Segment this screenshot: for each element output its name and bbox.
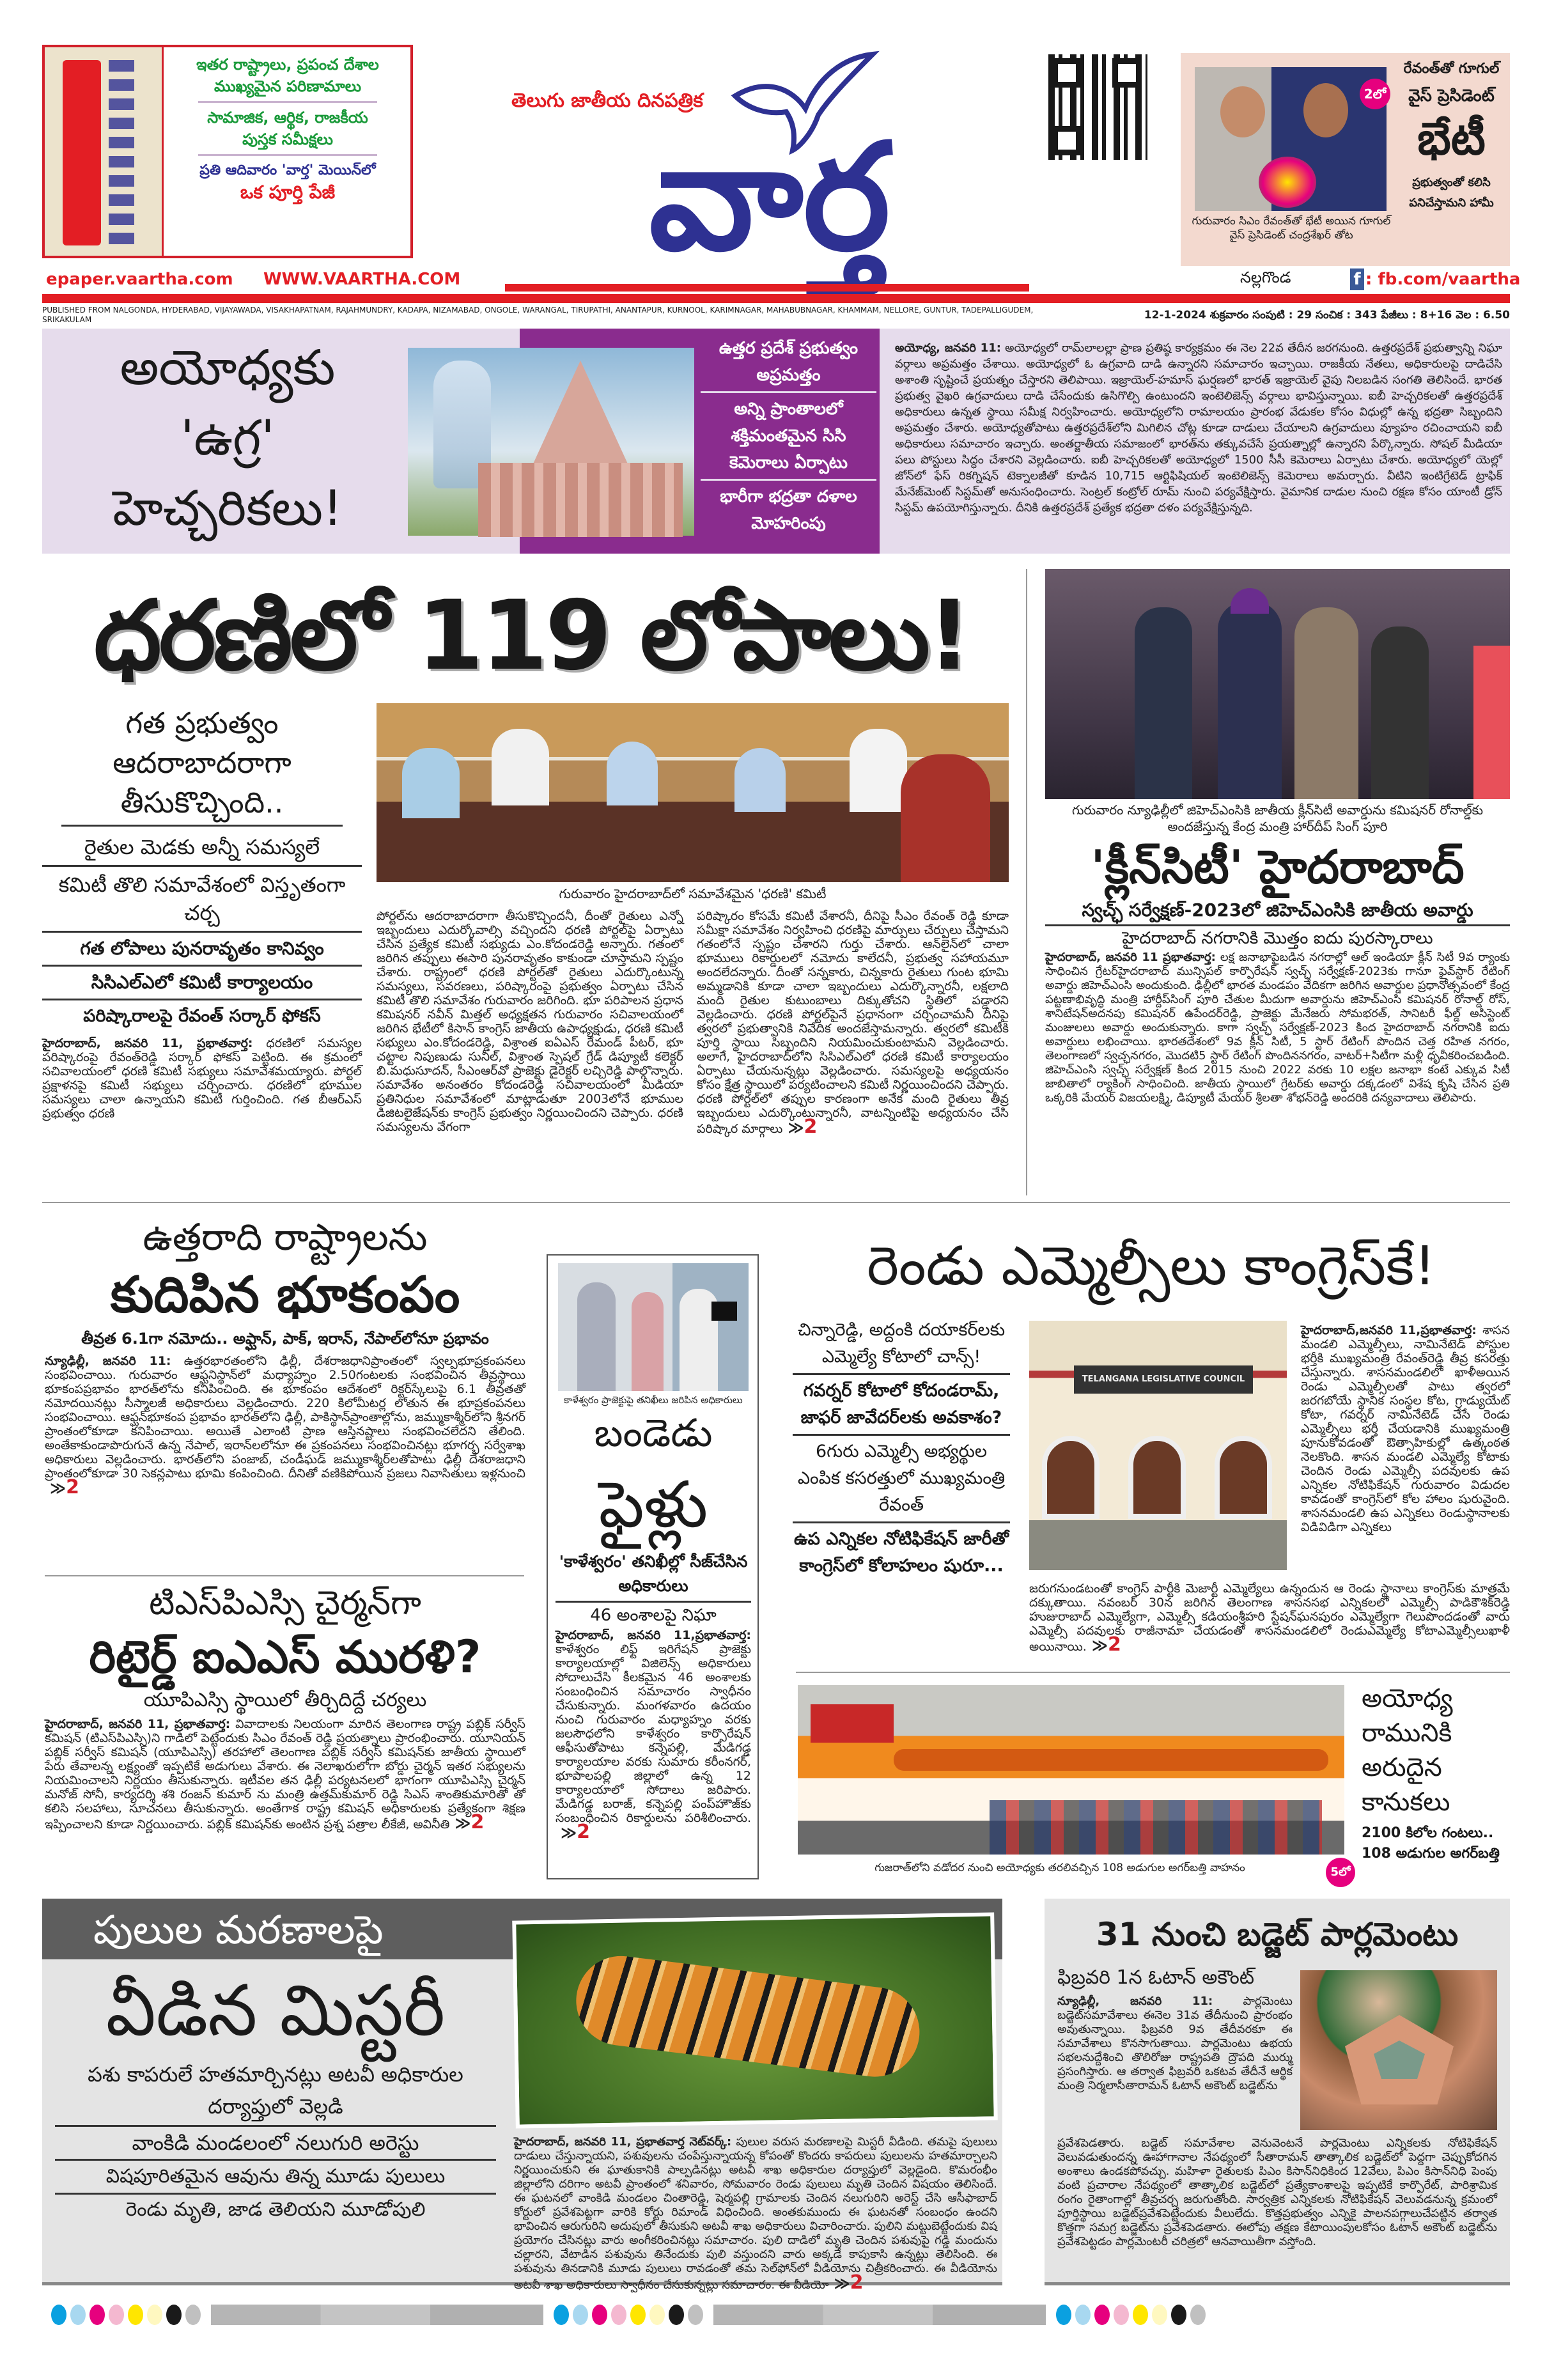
color-swatch [1114,2305,1129,2325]
dharani-sub2: కమిటీ తొలి సమావేశంలో విస్తృతంగా చర్చ [42,867,362,933]
mlc-dateline: హైదరాబాద్,జనవరి 11,ప్రభాతవార్త: [1301,1323,1477,1337]
color-swatch [573,2305,588,2325]
ayodhya-story [42,329,1510,554]
promo-right-line3: భేటీ [1417,113,1486,165]
mlc-body2: జరుగనుండటంతో కాంగ్రెస్ పార్టీకి మెజార్టీ ఎమ్మెల్యేలు ఉన్నందున ఆ రెండు స్థానాలు కాంగ్రెస్‌కు మాత్రమే దక్కుతాయి. నవంబర్ 30న జరిగిన తెలంగాణ శాసనసభ ఎన్నికలలో ఎమ్మెల్సీ పాడికౌశిక్‌రెడ్డి హుజురాబాద్ ఎమ్మెల్యేగా, ఎమ్మెల్సీ కడియంశ్రీహరి స్టేషన్‌ఘనపురం ఎమ్మెల్యేగా గెలుపొందడంతో వారు ఎమ్మెల్సీ పదవులకు రాజీనామా చేయడంతో శాసనమండలిలో రెండుఎమ్మెల్యే కోటాఎమ్మెల్సీలుఖాళీ అయినాయి. [1029,1582,1510,1654]
promo-left-box[interactable] [42,45,413,258]
tspsc-dateline: హైదరాబాద్, జనవరి 11, ప్రభాతవార్త: [45,1717,231,1731]
kaleswaram-dateline: హైదరాబాద్, జనవరి 11,ప్రభాతవార్త: [556,1628,751,1642]
agarbatti-sub: 2100 కిలోల గంటలు.. 108 అడుగుల అగర్‌బత్తి [1362,1825,1500,1862]
dharani-dateline: హైదరాబాద్, జనవరి 11, ప్రభాతవార్త: [42,1036,253,1050]
color-swatch [1133,2305,1148,2325]
color-swatch [592,2305,607,2325]
color-swatch [1075,2305,1091,2325]
color-swatch [166,2305,182,2325]
mlc-headline: రెండు ఎమ్మెల్సీలు కాంగ్రెస్‌కే! [867,1234,1436,1297]
dharani-deck: గత ప్రభుత్వం ఆదరాబాదరాగా తీసుకొచ్చింది.. [61,703,343,827]
tiger-dateline: హైదరాబాద్, జనవరి 11, ప్రభాతవార్త నెట్‌వర్క్: [514,2135,732,2149]
tiger-sub1: వాంకిడి మండలంలో నలుగురి అరెస్టు [55,2127,496,2161]
header-red-rule [42,294,1510,303]
masthead-logo: వార్త [649,113,890,283]
page-badge: 2లో [1360,79,1390,109]
ayodhya-head1: అయోధ్యకు [120,339,336,396]
mlc-deck3: 6గురు ఎమ్మెల్సీ అభ్యర్థుల ఎంపిక కసరత్తులో ముఖ్యమంత్రి రేవంత్ [793,1436,1010,1523]
tiger-sub3: రెండు మృతి, జాడ తెలియని మూడోపులి [125,2198,426,2221]
section-divider [42,1202,1510,1203]
ayodhya-body: అయోధ్యలో రామ్‌లాలల్లా ప్రాణ ప్రతిష్ఠ కార్యక్రమం ఈ నెల 22వ తేదీన జరగనుంది. ఉత్తరప్రదేశ్ ప్రభుత్వాన్ని నిఘా వర్గాలు అప్రమత్తం చేశాయి. అయోధ్యలో ఓ ఉగ్రవాది దాడి ఉన్నారని సమాచారం ఇచ్చాయి. రాజకీయ నేతలు, అధికారులపై దాడిచేసి అశాంతి సృష్టించే ప్రయత్నం చేస్తారని తెలిపాయి. ఇజ్రాయెల్-హమాస్ ఘర్షణలో భారత్ ఇజ్రాయెల్ వైపు నిలబడిన సంగతి తెలిసిందే. భారత ప్రభుత్వ వైఖరి ఉగ్రవాదులు దాడి చేసేందుకు ఉసిగొల్పి ఉంటుందని ఇంటెలిజెన్స్ వర్గాలు భావిస్తున్నాయి. ఐబీ హెచ్చరికలతో ఉత్తరప్రదేశ్ అధికారులు ఉన్నత స్థాయి సమీక్ష నిర్వహించారు. అయోధ్యలోని రామాలయం ప్రారంభ వేడుకల కోసం విధుల్లో ఉన్న భద్రతా సిబ్బందిని అప్రమత్తం చేశారు. అయోధ్యతోపాటు ఉత్తరప్రదేశ్‌లోని మిగిలిన చోట్ల కూడా దాడులు చేయాలని ఉగ్రవాదులు వ్యూహం రచించాయని ఐబీ అధికారులు సమాచారం ఇచ్చారు. అంతర్జాతీయ సమాజంలో భారత్‌ను తక్కువచేసే ప్రయత్నాల్లో ఉన్నారని పేర్కొన్నారు. సోషల్ మీడియా పలు పోస్టులు సిద్ధం చేశారని వెల్లడించారు. ఐబీ హెచ్చరికలతో అయోధ్యలో 1500 సీసీ కెమెరాలు ఏర్పాటు చేశారు. అయోధ్యలో యెల్లో జోన్‌లో ఫేస్ రికగ్నిషన్ టెక్నాలజీతో కూడిన 10,715 ఆర్టిఫిషియల్ ఇంటెలిజెన్స్ కెమెరాలు అమర్చారు. వీటిని ఇంటిగ్రేటెడ్ ట్రాఫిక్ మేనేజ్‌మెంట్ సిస్టమ్‌తో అనుసంధించారు. సెంట్రల్ కంట్రోల్ రూమ్ నుంచి పర్యవేక్షిస్తారు. వైమానిక దాడుల నుంచి రక్షణ కోసం యాంటీ డ్రోన్ సిస్టమ్ ఉపయోగిస్తున్నారు. దీనికి ఉత్తరప్రదేశ్ ప్రత్యేక భద్రతా దళం పర్యవేక్షిస్తున్నది. [895,341,1502,515]
earthquake-body: ఉత్తరభారతంలోని ఢిల్లీ, దేశరాజధానిప్రాంతంలో స్వల్పభూప్రకంపనలు సంభవించాయి. గురువారం ఆఫ్ఘనిస్థాన్‌లో మధ్యాహ్నం 2.50గంటలకు సంభవించిన తీవ్రస్థాయి భూకంపప్రభావం భారత్‌లోను కనిపించింది. ఈ భూకంపం ఆదేశంలో రిక్టర్‌స్కేలుపై 6.1 తీవ్రతతో నమోదయినట్లు సీస్మాలజీ అధికారులు వెల్లడించారు. 220 కిలోమీటర్ల లోతున ఈ భూప్రకంపనలు సంభవించాయి. ఆఫ్ఘన్‌భూకంప ప్రభావం భారత్‌లోని ఢిల్లీ, పాకిస్థాన్‌ప్రాంతాల్లోను, జమ్ముకాశ్మీర్‌లోని శ్రీనగర్ ప్రాంతంలోకూడా కనిపించాయి. అయితే ఎలాంటి ప్రాణ ఆస్తినష్టాలు సంభవించలేదని తేలింది. అంతేకాకుండాపొరుగునే ఉన్న నేపాల్, ఇరాన్‌లలోనూ ఈ ప్రకంపనలు సంభవించినట్లు భూగర్భ సర్వేశాఖ అధికారులు వెల్లడించారు. భారత్‌లోని పంజాబ్, చండీఘడ్ జమ్ముకాశ్మీర్‌లతోపాటు ఢిల్లీ దేశరాజధాని ప్రాంతంలోకూడా 30 సెకన్లపాటు భూమి కంపించింది. దీనితో వణికిపోయిన ప్రజలు నివాసితులు ఇళ్లనుంచి [45,1354,525,1481]
promo-left-line4: పుస్తక సమీక్షలు [242,130,333,148]
google-meeting-photo [1195,67,1387,211]
promo-right-line4: ప్రభుత్వంతో కలిసి [1412,176,1491,189]
tiger-story [42,1899,1002,2294]
budget-headline: 31 నుంచి బడ్జెట్ పార్లమెంటు [1096,1916,1459,1953]
tiger-kicker: పులుల మరణాలపై [93,1906,384,1953]
dharani-col2: పోర్టల్‌ను ఆదరాబాదరాగా తీసుకొచ్చిందనీ, దీంతో రైతులు ఎన్నో ఇబ్బందులు ఎదుర్కోవాల్సి వచ్చిందని ధరణి పోర్టల్‌పై ఏర్పాటు చేసిన ప్రత్యేక కమిటీ సభ్యుడు ఎం.కోదండరెడ్డి అన్నారు. గతంలో జరిగిన తప్పులు ఈసారి పునరావృతం కాకుండా చూస్తామని స్పష్టం చేశారు. రాష్ట్రంలో ధరణి పోర్టల్‌తో రైతులు ఎదుర్కొంటున్న సమస్యలు, సవరణలు, పరిష్కారంపై ప్రభుత్వం ఏర్పాటు చేసిన కమిటీ తొలి సమావేశం గురువారం జరిగింది. భూ పరిపాలన ప్రధాన కమిషనర్ నవీన్ మిత్తల్ అధ్యక్షతన గురువారం సచివాలయంలో జరిగిన భేటీలో కిసాన్ కాంగ్రెస్ జాతీయ ఉపాధ్యక్షుడు, ధరణి కమిటీ సభ్యులు ఎం.కోదండరెడ్డి, విశ్రాంత ఐఏఎస్ రేమండ్ పీటర్, భూ చట్టాల నిపుణుడు సునీల్, విశ్రాంత స్పెషల్ గ్రేడ్ డిప్యూటీ కలెక్టర్ బి.మధుసూదన్, సీఎంఆర్‌వో ప్రాజెక్టు డైరెక్టర్ లచ్చిరెడ్డి పాల్గొన్నారు. సమావేశం అనంతరం కోదండరెడ్డి సచివాలయంలో మీడియా ప్రతినిధుల సమావేశంలో మాట్లాడుతూ 2003లోనే భూముల డిజిటలైజేషన్‌కు కాంగ్రెస్ ప్రభుత్వం నిర్ణయించిందని చెప్పారు. ధరణి సమస్యలను వేగంగా [377,909,683,1134]
facebook-icon: f [1350,268,1364,290]
agarbatti-head: అయోధ్య రామునికి అరుదైన కానుకలు [1362,1684,1453,1817]
kaleswaram-head2: ఫైళ్లు [598,1467,708,1542]
edition-name: నల్లగొండ [1240,268,1291,286]
column-divider [1026,569,1027,1195]
grey-bar [713,2305,1046,2325]
ayodhya-point2: అన్ని ప్రాంతాలలో శక్తిమంతమైన సిసి కెమెరాలు ఏర్పాటు [701,393,876,481]
dateline-strip: 12-1-2024 శుక్రవారం సంపుటి : 29 సంచిక : 343 పేజీలు : 8+16 వెల : 6.50 [1144,309,1510,322]
cleancity-dateline: హైదరాబాద్, జనవరి 11 ప్రభాతవార్త: [1045,951,1216,964]
cleancity-sub1: స్వచ్ఛ్ సర్వేక్షణ్-2023లో జిహెచ్‌ఎంసికి జాతీయ అవార్డు [1045,899,1510,926]
mlc-deck2: గవర్నర్ కోటాలో కోదండరామ్, జాఫర్ జావేదర్‌లకు అవకాశం? [793,1375,1010,1436]
tspsc-kicker: టిఎస్‌పిఎస్సి చైర్మన్‌గా [149,1584,421,1622]
dharani-sub5: పరిష్కారాలపై రేవంత్ సర్కార్ ఫోకస్ [83,1006,321,1026]
promo-right-line1: రేవంత్‌తో గూగుల్ [1403,61,1500,77]
kaleswaram-inspection-photo [558,1263,749,1391]
earthquake-sub: తీవ్రత 6.1గా నమోదు.. అఫ్ఘాన్, పాక్, ఇరాన్, నేపాల్‌లోనూ ప్రభావం [81,1330,489,1348]
kaleswaram-head1: బండెడు [594,1411,713,1456]
award-photo-caption: గురువారం న్యూఢిల్లీలో జిహెచ్‌ఎంసికి జాతీయ క్లీన్‌సిటీ అవార్డును కమిషనర్ రోనాల్డ్‌కు అందజేస్తున్న కేంద్ర మంత్రి హార్‌దీప్ సింగ్ పూరి [1071,802,1484,834]
kaleswaram-story [547,1254,759,1879]
qr-code[interactable] [1048,54,1147,160]
color-swatch [1152,2305,1167,2325]
color-swatch [51,2305,66,2325]
ayodhya-point1: ఉత్తర ప్రదేశ్ ప్రభుత్వం అప్రమత్తం [701,335,876,393]
promo-right-line2: వైస్ ప్రెసిడెంట్ [1408,86,1495,105]
parliament-photo [1300,1970,1497,2130]
color-swatch [109,2305,124,2325]
promo-left-line2: ముఖ్యమైన పరిణామాలు [214,77,362,95]
ayodhya-dateline: అయోధ్య, జనవరి 11: [895,341,1001,355]
jump-to-page[interactable]: ≫2 [1091,1633,1121,1656]
color-swatch [649,2305,665,2325]
dharani-col3: పరిష్కారం కోసమే కమిటీ వేశారనీ, దీనిపై సీఎం రేవంత్ రెడ్డి కూడా సమీక్షా సమావేశం నిర్వహించి ధరణిపై మార్పులు చేర్పులు చేస్తామని గతంలోనే స్పష్టం చేశారని గుర్తు చేశారు. ఆన్‌లైన్‌లో చాలా భూములు రికార్డులలో నమోదు కాలేదనీ, ప్రభుత్వ సహాయమూ అందలేదన్నారు. దీంతో సన్నకారు, చిన్నకారు రైతులు గుంట భూమి అమ్మడానికి కూడా చాలా ఇబ్బందులు ఎదుర్కొన్నారనీ, లక్షలాది మంది రైతుల కుటుంబాలు దిక్కుతోచని స్థితిలో పడ్డారని వెల్లడించారు. ధరణి పోర్టల్‌పైనే ప్రధానంగా చర్చించామనీ దీనిపై త్వరలో ప్రభుత్వానికి నివేదిక అందజేస్తామన్నారు. త్వరలో కమిటీకి పూర్తి స్థాయి సిబ్బందిని నియమించుకుంటామని వెల్లడించారు. అలాగే, హైదరాబాద్‌లోని సిసిఎల్‌ఎలో ధరణి కమిటీ కార్యాలయం ఏర్పాటు చేయనున్నట్లు వెల్లడించారు. సమస్యలపై అధ్యయనం కోసం క్షేత్ర స్థాయిలో పర్యటించాలని కమిటీ నిర్ణయించిందని చెప్పారు. ధరణి పోర్టల్‌లో తప్పుల కారణంగా అనేక మంది రైతులు తీవ్ర ఇబ్బందులు ఎదుర్కొంటున్నారనీ, వాటన్నింటిపై అధ్యయనం చేసి పరిష్కార మార్గాలు [697,909,1009,1136]
color-swatch [185,2305,201,2325]
color-swatch [128,2305,143,2325]
facebook-link[interactable]: : fb.com/vaartha [1365,270,1521,289]
budget-sub: ఫిబ్రవరి 1న ఓటాన్ అకౌంట్ [1057,1966,1254,1989]
cleancity-headline: 'క్లీన్‌సిటీ' హైదరాబాద్ [1091,840,1465,894]
website-link[interactable]: WWW.VAARTHA.COM [263,270,461,289]
masthead-red-bar [505,284,1029,292]
tiger-body: పులుల వరుస మరణాలపై మిస్టరీ వీడింది. తమపై పులులు దాడులు చేస్తున్నాయని, పశువులను చంపేస్తున్నాయన్న కోపంతో కొందరు కాపరులు పులులను హతమార్చాలని నిర్ణయించుకుని ఈ ఘాతుకానికి పాల్పడినట్లు అటవీ శాఖ అధికారుల దర్యాప్తులో వెల్లడైంది. కొమరంభీం జిల్లాలోని దరిగాం అటవీ ప్రాంతంలో శనివారం, సోమవారం రెండు పులులు మృతి చెందిన విషయం తెలిసిందే. ఈ ఘటనలో వాంకిడి మండలం చింతారెడ్డి, షెర్మపల్లి గ్రామాలకు చెందిన నలుగురిని అరెస్ట్ చేసి ఆసీఫాబాద్ కోర్టులో ప్రవేశపెట్టగా వారికి కోర్టు రిమాండ్ విధించింది. అంతకుముందు ఈ ఘటనతో సంబంధం ఉందని భావించిన ఆరుగురిని అదుపులో తీసుకుని అటవీ శాఖ అధికారులు విచారించారు. పులిని మట్టుబెట్టేందుకు విష ప్రయోగం చేసినట్లు వారు అంగీకరించినట్లు సమాచారం. పులి దాడిలో మృతి చెందిన పశువుపై గడ్డి మందును చల్లారని, వేటాడిన పశువును తినేందుకు పులి వస్తుందని వారు అక్కడే కాపుకాసి ఉన్నట్లు తెలిసింది. ఈ పశువును తినడానికి మూడు పులులు రావడంతో తమ సెల్‌ఫోన్‌లో వీడియోను చిత్రీకరించారు. ఈ వీడియోను అటవీ శాఖ అధికారులు స్వాధీనం చేసుకున్నట్లు సమాచారం. ఈ వీడియో [514,2135,997,2292]
council-sign: TELANGANA LEGISLATIVE COUNCIL [1074,1365,1253,1394]
grey-bar [211,2305,543,2325]
ayodhya-point3: భారీగా భద్రతా దళాల మోహరింపు [720,487,857,533]
legislative-council-photo [1029,1321,1287,1570]
budget-dateline: న్యూఢిల్లీ, జనవరి 11: [1057,1995,1213,2008]
mlc-deck1: చిన్నారెడ్డి, అద్దంకి దయాకర్‌లకు ఎమ్మెల్యే కోటాలో చాన్స్! [793,1317,1010,1375]
tspsc-body: వివాదాలకు నిలయంగా మారిన తెలంగాణ రాష్ట్ర పబ్లిక్ సర్వీస్ కమిషన్ (టిఎస్‌పిఎస్సి)ని గాడిలో పెట్టేందుకు సిఎం రేవంత్ రెడ్డి ప్రయత్నాలు ప్రారంభించారు. యూనియన్ పబ్లిక్ సర్వీస్ కమిషన్ (యూపిఎస్సి) తరహాలో తెలంగాణ పబ్లిక్ సర్వీస్ కమిషన్‌కు జాతీయ స్థాయిలో పేరు తేవాలన్న లక్ష్యంతో ఇప్పటికే అడుగులు వేశారు. ఈ నెలాఖరులోగా బోర్డు చైర్మన్ ఇతర సభ్యులను నియమించాలని నిర్ణయం తీసుకున్నారు. ఇటీవల తన ఢిల్లీ పర్యటనలలో భాగంగా యూపిఎస్సి చైర్మన్ మనోజ్ సోనీ, కార్యదర్శి శశి రంజన్ కుమార్ ను మంత్రి ఉత్తమ్‌కుమార్ రెడ్డి సిఎస్ శాంతికుమారితో తో కలిసి సలహాలు, సూచనలు తీసుకున్నారు. అంతేగాక రాష్ట్ర కమిషన్ అధికారులకు ప్రత్యేకంగా శిక్షణ ఇప్పించాలని కూడా నిర్ణయించారు. పబ్లిక్ కమిషన్‌కు అంటిన ప్రశ్న పత్రాల లీకేజీ, అవినీతి [45,1717,525,1832]
kaleswaram-body: కాళేశ్వరం లిఫ్ట్ ఇరిగేషన్ ప్రాజెక్టు కార్యాలయాల్లో విజిలెన్స్ అధికారులు సోదాలుచేసి కీలకమైన 46 అంశాలకు సంబంధించిన సమాచారం స్వాధీనం చేసుకున్నారు. మంగళవారం ఉదయం నుంచి గురువారం మధ్యాహ్నం వరకు జలసౌధలోని కాళేశ్వరం కార్పొరేషన్ ఆఫీసుతోపాటు కన్నెపల్లి, మేడిగడ్డ కార్యాలయాల వరకు సుమారు కరీంనగర్, భూపాలపల్లి జిల్లాలో ఉన్న 12 కార్యాలయాలో సోదాలు జరిపారు. మేడిగడ్డ బరాజ్, కన్నెపల్లి పంప్‌హౌజ్‌కు సంబంధించిన రికార్డులను పరిశీలించారు. [556,1642,751,1825]
cleancity-body: లక్ష జనాభాపైబడిన నగరాల్లో ఆల్ ఇండియా క్లీన్ సిటీ 9వ ర్యాంకు సాధించిన గ్రేటర్‌హైదరాబాద్ మున్సిపల్ కార్పొరేషన్ స్వచ్ఛ్ సర్వేక్షణ్-2023కు గానూ ఫైవ్‌స్టార్ రేటింగ్ అవార్డు జిహెచ్‌ఎంసి అందుకుంది. ఢిల్లీలో భారత మండపం వేదికగా జరిగిన అవార్డుల ప్రధానోత్సవంలో కేంద్ర పట్టణాభివృద్ధి మంత్రి హార్దీప్‌సింగ్ పూరి చేతుల మీదుగా అవార్డును జిహెచ్‌ఎంసి కమిషనర్ రోనాల్డ్ రోస్, శానిటేషన్‌అదనపు కమిషనర్ ఉపేందర్‌రెడ్డి, ప్రాజెక్టు మేనేజరు సోమభరత్, సానిటరీ ఫీల్డ్ అసిస్టెంట్ మంజులలు అవార్డు అందుకున్నారు. కాగా స్వచ్ఛ్ సర్వేక్షణ్-2023 కింద హైదరాబాద్ నగరానికి ఐదు అవార్డులు లభించాయి. భారతదేశంలో 9వ క్లీన్ సిటీ, 5 స్టార్ రేటింగ్ పొందిన చెత్త రహిత నగరం, తెలంగాణలో స్వచ్ఛనగరం, మొదటి5 స్టార్ రేటింగ్ పొందిననగరం, వాటర్+సిటీగా మళ్లీ ధృవీకరించబడింది. జిహెచ్‌ఎంసి స్వచ్ఛ్ సర్వేక్షణ్ కింద 2015 నుంచి 2022 వరకు 10 లక్షల జనాభా కంటే ఎక్కువ సిటీ జాబితాలో ర్యాకింగ్ సాధించింది. జాతీయ స్థాయిలో గ్రేటర్‌కు అవార్డు దక్కడంలో విశేష కృషి చేసిన ప్రతి ఒక్కరికి మేయర్ విజయలక్ష్మి, డిప్యూటీ మేయర్ శ్రీలతా శోభన్‌రెడ్డి అందరికి దన్యవాదాలు తెలిపారు. [1045,951,1510,1105]
budget-body2: ప్రవేశపెడతారు. బడ్జెట్ సమావేశాల వెనువెంటనే పార్లమెంటు ఎన్నికలకు నోటిఫికేషన్ వెలువడుతుందన్న ఊహాగానాల నేపథ్యంలో సీతారామన్ తాత్కాలిక బడ్జెట్‌లో పెద్దగా చెప్పుకోదగిన అంశాలు ఉండకపోవచ్చు. మహిళా రైతులకు పిఎం కిసాన్‌నిధికింద 12వేలు, పిఎం కిసాన్‌నిధి పెంపు వంటి ప్రచారాల నేపథ్యంలో తాత్కాలిక బడ్జెట్‌లో ప్రత్యేకాంశాలపై ఇప్పటికే కార్పొరేట్, పారిశ్రామిక రంగం రైతాంగాల్లో తీవ్రచర్చ జరుగుతోంది. సార్వత్రిక ఎన్నికలకు నోటిఫికేషన్ వెలువడనున్న క్రమంలో పూర్తిస్థాయి బడ్జెట్‌ప్రవేశపెట్టేందుకు వీలులేదు. కొత్తప్రభుత్వం ఎన్నికై పాలనపగ్గాలుచేపట్టిన తర్వాత కొత్తగా సమగ్ర బడ్జెట్‌ను ప్రవేశపెడతారు. ఈలోపు తక్షణ కేటాయింపులకోసం ఓటాన్ అకౌంట్ బడ్జెట్‌ను ప్రవేశపెట్టడం పార్లమెంటరీ చరిత్రలో ఆనవాయితీగా వస్తోంది. [1057,2136,1497,2248]
earthquake-dateline: న్యూఢిల్లీ, జనవరి 11: [45,1354,171,1368]
dharani-headline: ధరణిలో 119 లోపాలు! [93,580,969,692]
color-swatch [1056,2305,1071,2325]
agarbatti-photo-caption: గుజరాత్‌లోని వడోదర నుంచి అయోధ్యకు తరలివచ్చిన 108 అడుగుల అగర్‌బత్తి వాహనం [874,1862,1245,1874]
color-swatch [669,2305,684,2325]
ram-temple-photo [408,348,694,536]
color-swatch [1190,2305,1206,2325]
tspsc-sub: యూపిఎస్సి స్థాయిలో తీర్చిదిద్దే చర్యలు [143,1689,427,1711]
color-swatch [1171,2305,1186,2325]
section-divider [796,1672,1510,1673]
kaleswaram-sub2: 46 అంశాలపై నిఘా [590,1606,717,1625]
promo-left-line1: ఇతర రాష్ట్రాలు, ప్రపంచ దేశాల [196,56,379,74]
agarbatti-vehicle-photo [798,1685,1344,1855]
promo-left-line3: సామాజిక, ఆర్థిక, రాజకీయ [207,109,368,127]
earthquake-headline: కుదిపిన భూకంపం [110,1266,460,1324]
dharani-meeting-photo [377,703,1009,882]
jump-to-page[interactable]: ≫2 [788,1116,818,1138]
ayodhya-head2: 'ఉగ్ర' [180,409,275,466]
color-swatch [147,2305,162,2325]
jump-to-page[interactable]: ≫2 [50,1476,79,1498]
color-swatch [630,2305,646,2325]
masthead-tagline: తెలుగు జాతీయ దినపత్రిక [511,89,703,112]
epaper-link[interactable]: epaper.vaartha.com [46,270,233,289]
color-swatch [70,2305,86,2325]
earthquake-kicker: ఉత్తరాది రాష్ట్రాలను [143,1215,428,1259]
color-swatch [89,2305,105,2325]
jump-to-page[interactable]: ≫2 [561,1821,590,1843]
color-swatch [1094,2305,1110,2325]
jump-to-page[interactable]: ≫2 [455,1811,485,1833]
promo-left-line5: ప్రతి ఆదివారం 'వార్త' మెయిన్‌లో [199,162,376,178]
kaleswaram-sub1: 'కాళేశ్వరం' తనిఖీల్లో సీజ్‌చేసిన అధికారులు [556,1550,751,1603]
dharani-sub4: సిసిఎల్‌ఎలో కమిటీ కార్యాలయం [42,967,362,1000]
color-swatch [611,2305,626,2325]
dharani-sub1: రైతుల మెడకు అన్నీ సమస్యలే [42,829,362,867]
award-ceremony-photo [1045,569,1510,799]
promo-left-logo [45,47,164,256]
promo-left-line6: ఒక పూర్తి పేజీ [240,182,336,203]
budget-story [1045,1899,1510,2285]
mlc-body1: శాసన మండలి ఎమ్మెల్సీలు, నామినేటెడ్ పోస్టుల భర్తీకి ముఖ్యమంత్రి రేవంత్‌రెడ్డి తీవ్ర కసరత్తు చేస్తున్నారు. శాసనమండలిలో ఖాళీఅయిన రెండు ఎమ్మెల్సీలతో పాటు త్వరలో జరగబోయే స్థానిక సంస్థల కోట, గ్రాడ్యుయేట్ కోటా, గవర్నర్ నామినేటెడ్ చేసే రెండు ఎమ్మెల్సీలు భర్తీ చేయడానికి ముఖ్యమంత్రి పూనుకోవడంతో ఔత్సాహికుల్లో ఉత్కంఠత నెలకొంది. శాసన మండలి ఎమ్మెల్యే కోటాకు చెందిన రెండు ఎమ్మెల్సీ పదవులకు ఉప ఎన్నికల నోటిఫికేషన్ గురువారం విడుదల కావడంతో కాంగ్రెస్‌లో కోల హాలం షురువైంది. శాసనమండలి ఉప ఎన్నికలు రెండుస్థానాలకు విడివిడిగా ఎన్నికలు [1301,1323,1510,1534]
kaleswaram-photo-caption: కాళేశ్వరం ప్రాజెక్టుపై తనిఖీలు జరిపిన అధికారులు [564,1394,743,1406]
promo-right-line5: పనిచేస్తామని హామీ [1409,196,1494,210]
dharani-sub3: గత లోపాలు పునరావృతం కానివ్వం [42,933,362,967]
color-swatch [554,2305,569,2325]
promo-right-caption: గురువారం సిఎం రేవంత్‌తో భేటీ అయిన గూగుల్ వైస్ ప్రెసిడెంట్ చంద్రశేఖర్ తోట [1192,215,1391,242]
page-badge[interactable]: 5లో [1326,1858,1355,1887]
tspsc-headline: రిటైర్డ్ ఐఎఎస్ మురళి? [89,1631,481,1683]
tiger-sub2: విషపూరితమైన ఆవును తిన్న మూడు పులులు [55,2161,496,2195]
budget-body1: పార్లమెంటు బడ్జెట్‌సమావేశాలు ఈనెల 31వ తేదీనుంచి ప్రారంభం అవుతున్నాయి. ఫిబ్రవరి 9వ తేదీవరకూ ఈ సమావేశాలు కొనసాగుతాయి. పార్లమెంటు ఉభయ సభలనుద్దేశించి తొలిరోజు రాష్ట్రపతి ద్రౌపది ముర్ము ప్రసంగిస్తారు. ఆ తర్వాత ఫిబ్రవరి ఒకటవ తేదీనే ఆర్థిక మంత్రి నిర్మలాసీతారామన్ ఓటాన్ అకౌంట్ బడ్జెట్‌ను [1057,1995,1293,2092]
tiger-deck: పశు కాపరులే హతమార్చినట్లు అటవీ అధికారుల దర్యాప్తులో వెల్లడి [55,2058,496,2127]
print-registration-marks [51,2304,1515,2326]
published-from: PUBLISHED FROM NALGONDA, HYDERABAD, VIJAYAWADA, VISAKHAPATNAM, RAJAHMUNDRY, KADAPA, NIZAMABAD, ONGOLE, WARANGAL, TIRUPATHI, ANANTAPUR, KURNOOL, KARIMNAGAR, MAHABUBNAGAR, KHAMMAM, NELLORE, GUNTUR, TADEPALLIGUDEM, SRIKAKULAM [42,306,1034,324]
dharani-photo-caption: గురువారం హైదరాబాద్‌లో సమావేశమైన 'ధరణి' కమిటీ [559,886,827,901]
mlc-deck4: ఉప ఎన్నికల నోటిఫికేషన్ జారీతో కాంగ్రెస్‌లో కోలాహలం షురూ... [794,1529,1009,1576]
color-swatch [688,2305,703,2325]
dharani-col1: ధరణిలో సమస్యల పరిష్కారంపై రేవంత్‌రెడ్డి సర్కార్ ఫోకస్ పెట్టింది. ఈ క్రమంలో సచివాలయంలో ధరణి కమిటీ సభ్యులు సమావేశమయ్యారు. పోర్టల్ ప్రక్షాళనపై కమిటీ సభ్యులు చర్చించారు. ధరణిలో భూముల సమస్యలు చాలా ఉన్నాయని కమిటీ గుర్తించింది. గత బీఆర్ఎస్ ప్రభుత్వం ధరణి [42,1036,362,1121]
jump-to-page[interactable]: ≫2 [834,2271,864,2294]
promo-right-box[interactable] [1181,53,1510,266]
section-divider [45,1575,524,1576]
tiger-photo [512,1912,998,2128]
ayodhya-head3: హెచ్చరికలు! [113,479,343,536]
tiger-headline: వీడిన మిస్టరీ [105,1970,446,2051]
cleancity-sub2: హైదరాబాద్ నగరానికి మొత్తం ఐదు పురస్కారాలు [1122,929,1433,948]
